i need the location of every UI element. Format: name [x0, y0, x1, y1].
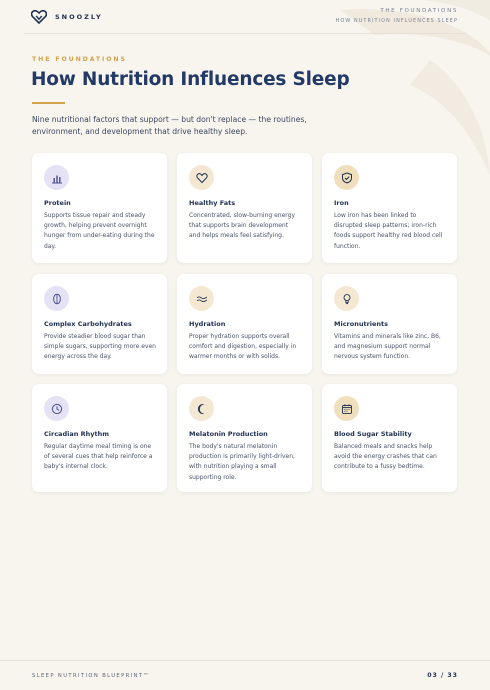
card-description: Regular daytime meal timing is one of several cues that help reinforce a baby's internal clock.	[44, 443, 153, 471]
top-bar	[0, 0, 490, 34]
card-title: Micronutrients	[334, 320, 389, 328]
brand-name: SNOOZLY	[55, 13, 103, 21]
bar-chart-icon	[51, 172, 63, 184]
page-title: How Nutrition Influences Sleep	[31, 69, 350, 90]
section-kicker: THE FOUNDATIONS	[380, 8, 458, 14]
icon-badge	[334, 165, 359, 190]
card-blood-sugar-stability	[322, 384, 457, 492]
lightbulb-icon	[341, 293, 353, 305]
title-accent-bar	[32, 102, 65, 104]
card-melatonin-production	[177, 384, 312, 492]
card-title: Circadian Rhythm	[44, 430, 109, 438]
card-title: Hydration	[189, 320, 226, 328]
moon-icon	[196, 403, 208, 415]
card-title: Healthy Fats	[189, 199, 236, 207]
card-protein	[32, 153, 167, 263]
card-complex-carbohydrates	[32, 274, 167, 374]
card-description: The body's natural melatonin production is primarily light-driven, with nutrition playing a small supporting role.	[189, 443, 295, 481]
eyebrow-label: THE FOUNDATIONS	[32, 56, 127, 63]
card-title: Melatonin Production	[189, 430, 268, 438]
card-title: Iron	[334, 199, 349, 207]
card-iron	[322, 153, 457, 263]
card-description: Proper hydration supports overall comfort and digestion, especially in warmer months or with solids.	[189, 333, 297, 361]
brand-logo[interactable]	[31, 10, 103, 24]
card-healthy-fats	[177, 153, 312, 263]
section-subtitle: HOW NUTRITION INFLUENCES SLEEP	[335, 18, 458, 24]
card-circadian-rhythm	[32, 384, 167, 492]
card-hydration	[177, 274, 312, 374]
shield-icon	[341, 172, 353, 184]
page-number: 03 / 33	[427, 672, 458, 679]
card-title: Protein	[44, 199, 71, 207]
footer-document-name: SLEEP NUTRITION BLUEPRINT™	[32, 673, 150, 679]
waves-icon	[196, 293, 208, 305]
card-description: Supports tissue repair and steady growth, helping prevent overnight hunger from under-eating during the day.	[44, 212, 155, 250]
calendar-icon	[341, 403, 353, 415]
card-description: Balanced meals and snacks help avoid the energy crashes that can contribute to a fussy bedtime.	[334, 443, 437, 471]
icon-badge	[189, 165, 214, 190]
icon-badge	[44, 396, 69, 421]
card-description: Provide steadier blood sugar than simple sugars, supporting more even energy across the day.	[44, 333, 156, 361]
card-description: Concentrated, slow-burning energy that supports brain development and helps meals feel satisfying.	[189, 212, 296, 240]
clock-icon	[51, 403, 63, 415]
icon-badge	[334, 286, 359, 311]
intro-paragraph: Nine nutritional factors that support — but don't replace — the routines, environment, and development that drive healthy sleep.	[32, 115, 307, 137]
icon-badge	[44, 286, 69, 311]
icon-badge	[189, 396, 214, 421]
card-description: Vitamins and minerals like zinc, B6, and magnesium support normal nervous system function.	[334, 333, 441, 361]
card-title: Complex Carbohydrates	[44, 320, 132, 328]
card-micronutrients	[322, 274, 457, 374]
heart-logo-icon	[31, 10, 47, 24]
card-description: Low iron has been linked to disrupted sleep patterns; iron-rich foods support healthy red blood cell function.	[334, 212, 443, 250]
section-header	[336, 8, 458, 24]
icon-badge	[189, 286, 214, 311]
icon-badge	[334, 396, 359, 421]
header-divider	[24, 33, 466, 34]
icon-badge	[44, 165, 69, 190]
heart-icon	[196, 172, 208, 184]
footer-divider	[0, 660, 490, 661]
card-title: Blood Sugar Stability	[334, 430, 412, 438]
grain-icon	[51, 293, 63, 305]
